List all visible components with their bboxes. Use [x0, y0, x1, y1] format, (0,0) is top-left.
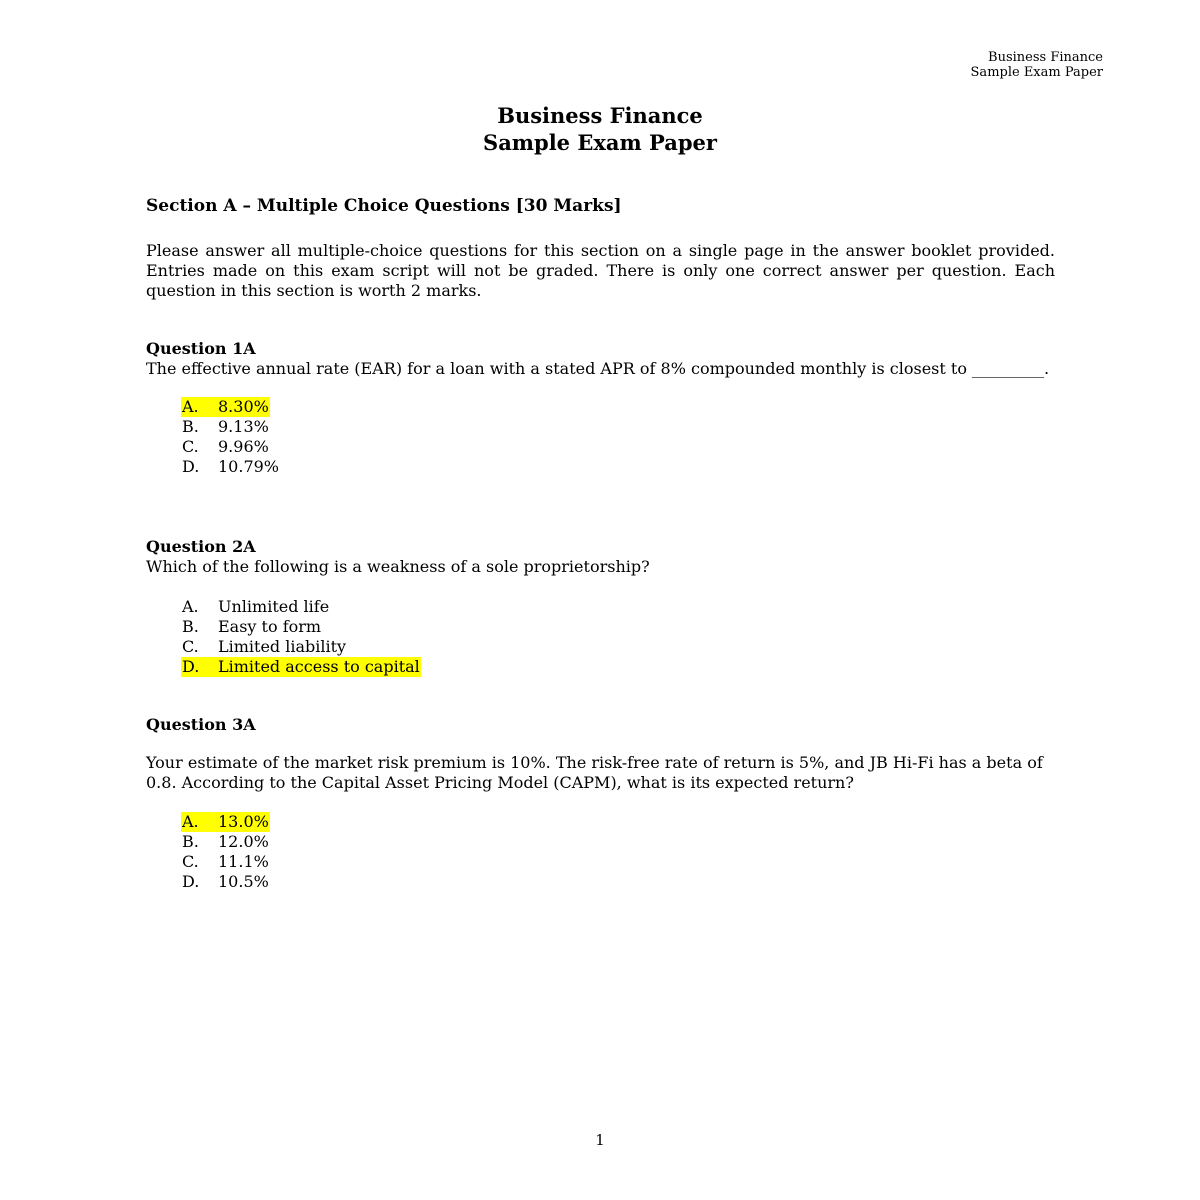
option-highlight — [181, 397, 270, 417]
option-letter: C. — [182, 637, 199, 656]
question-text: The effective annual rate (EAR) for a loan with a stated APR of 8% compounded monthly is closest to _________. — [146, 359, 1050, 378]
option-text: Unlimited life — [218, 597, 330, 616]
title-course: Business Finance — [497, 103, 703, 128]
option-text: 9.13% — [218, 417, 269, 436]
option-c — [181, 852, 1055, 872]
option-text: Limited access to capital — [218, 657, 420, 676]
answer-options — [146, 397, 1055, 477]
page-number: 1 — [595, 1131, 605, 1149]
option-letter: B. — [182, 417, 199, 436]
option-letter: D. — [182, 457, 200, 476]
question-3a — [146, 715, 1055, 892]
question-text: Your estimate of the market risk premium is 10%. The risk-free rate of return is 5%, and JB Hi-Fi has a beta of 0.8. According to the Capital Asset Pricing Model (CAPM), what is its expected return? — [146, 753, 1043, 792]
option-text: 8.30% — [218, 397, 269, 416]
option-letter: D. — [182, 872, 200, 891]
option-b — [181, 417, 1055, 437]
option-b — [181, 832, 1055, 852]
option-letter: A. — [182, 812, 199, 831]
answer-options — [146, 812, 1055, 892]
option-highlight — [181, 657, 421, 677]
question-2a — [146, 537, 1055, 677]
question-title: Question 2A — [146, 537, 256, 556]
option-text: 13.0% — [218, 812, 269, 831]
option-text: Easy to form — [218, 617, 322, 636]
option-a — [181, 397, 1055, 417]
answer-options — [146, 597, 1055, 677]
running-header — [971, 50, 1103, 80]
option-letter: C. — [182, 852, 199, 871]
option-c — [181, 437, 1055, 457]
option-letter: A. — [182, 397, 199, 416]
question-1a — [146, 339, 1055, 477]
option-letter: D. — [182, 657, 200, 676]
option-letter: B. — [182, 832, 199, 851]
option-d — [181, 872, 1055, 892]
option-letter: C. — [182, 437, 199, 456]
option-highlight — [181, 812, 270, 832]
title-doc: Sample Exam Paper — [483, 130, 717, 155]
section-heading: Section A – Multiple Choice Questions [30 Marks] — [146, 196, 622, 216]
question-text: Which of the following is a weakness of a sole proprietorship? — [146, 557, 650, 576]
option-c — [181, 637, 1055, 657]
option-text: 10.79% — [218, 457, 280, 476]
section-instructions: Please answer all multiple-choice questions for this section on a single page in the answer booklet provided. Entries made on this exam script will not be graded. There is only one correct answer per question. Each question in this section is worth 2 marks. — [146, 241, 1055, 300]
option-letter: A. — [182, 597, 199, 616]
option-text: Limited liability — [218, 637, 347, 656]
option-text: 12.0% — [218, 832, 269, 851]
option-d — [181, 457, 1055, 477]
option-a — [181, 812, 1055, 832]
option-text: 9.96% — [218, 437, 269, 456]
document-title — [0, 102, 1200, 156]
running-header-doc: Sample Exam Paper — [970, 65, 1103, 80]
question-title: Question 3A — [146, 715, 256, 734]
running-header-course: Business Finance — [988, 50, 1103, 65]
option-text: 10.5% — [218, 872, 269, 891]
option-d — [181, 657, 1055, 677]
question-title: Question 1A — [146, 339, 256, 358]
option-b — [181, 617, 1055, 637]
option-text: 11.1% — [218, 852, 269, 871]
option-a — [181, 597, 1055, 617]
exam-content — [146, 196, 1055, 892]
option-letter: B. — [182, 617, 199, 636]
